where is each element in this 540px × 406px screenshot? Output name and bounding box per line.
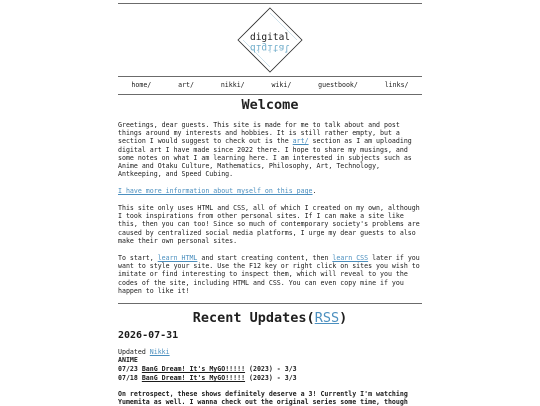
art-link[interactable]: art/: [292, 137, 309, 146]
intro-paragraph: [118, 121, 422, 178]
update-entry: [118, 365, 422, 373]
update-note: On retrospect, these shows definitely deserve a 3! Currently I'm watching Yumemita as well. I wanna check out the original series some time, though: [118, 390, 408, 406]
nav-wiki[interactable]: wiki/: [271, 81, 292, 90]
entry-date: 07/18: [118, 374, 142, 382]
top-rule: [118, 3, 422, 4]
nav-links[interactable]: links/: [384, 81, 409, 90]
logo-text: digital: [249, 32, 291, 43]
about-me-link[interactable]: I have more information about myself on this page: [118, 187, 313, 195]
update-entry: [118, 374, 422, 382]
nikki-link[interactable]: Nikki: [149, 348, 170, 356]
site-logo[interactable]: [237, 7, 303, 73]
updated-label: Updated: [118, 348, 150, 356]
html-css-paragraph: This site only uses HTML and CSS, all of which I created on my own, although I took inspirations from other personal sites. If I can make a site like this, then you can too! Since so much of contemporary society's problems are caused by centralized social media platforms, I urge my dear guests to also make their own personal sites.: [118, 204, 420, 245]
nav-nikki[interactable]: nikki/: [220, 81, 245, 90]
entry-title-link[interactable]: BanG Dream! It's MyGO!!!!!: [141, 374, 246, 382]
learn-text-a: To start,: [118, 254, 158, 262]
about-period: .: [312, 187, 317, 195]
learn-text-b: and start creating content, then: [197, 254, 333, 262]
entry-rest: (2023) - 3/3: [245, 365, 297, 373]
section-rule: [118, 303, 422, 304]
learn-html-link[interactable]: learn HTML: [157, 254, 198, 262]
entry-title-link[interactable]: BanG Dream! It's MyGO!!!!!: [141, 365, 246, 373]
category-label: ANIME: [118, 356, 138, 364]
welcome-heading: Welcome: [241, 97, 299, 113]
learn-paragraph: [118, 254, 422, 295]
about-paragraph: [118, 187, 422, 195]
logo-text-reflection: digital: [249, 42, 291, 53]
entry-rest: (2023) - 3/3: [245, 374, 297, 382]
intro-text-a: Greetings, dear guests. This site is made for me to talk about and post things around my interests and hobbies. It is still rather empty, but a section I would suggest to check out is the: [118, 121, 400, 146]
updates-title: Recent Updates(: [192, 310, 315, 326]
rss-link[interactable]: RSS: [314, 310, 340, 326]
updated-line: [118, 348, 422, 356]
update-date: 2026-07-31: [118, 330, 179, 341]
nav-home[interactable]: home/: [131, 81, 152, 90]
intro-text-b: section as I am uploading digital art I have made since 2022 there. I hope to share my musings, and some notes on what I am learning here. I am interested in subjects such as Anime and Otaku Culture, Mathematics, Philosophy, Art, Technology, Antkeeping, and Speed Cubing.: [118, 137, 412, 179]
nav-guestbook[interactable]: guestbook/: [318, 81, 358, 90]
learn-text-c: later if you want to style your site. Use the F12 key or right click on sites you wish to imitate or find interesting to inspect them, which will reveal to you the codes of the site, including HTML and CSS. You can even copy mine if you happen to like it!: [118, 254, 420, 295]
entry-date: 07/23: [118, 365, 142, 373]
updates-heading: [118, 310, 422, 326]
main-nav: [118, 76, 422, 95]
updates-title-end: ): [339, 310, 348, 326]
learn-css-link[interactable]: learn CSS: [332, 254, 369, 262]
nav-art[interactable]: art/: [178, 81, 194, 90]
